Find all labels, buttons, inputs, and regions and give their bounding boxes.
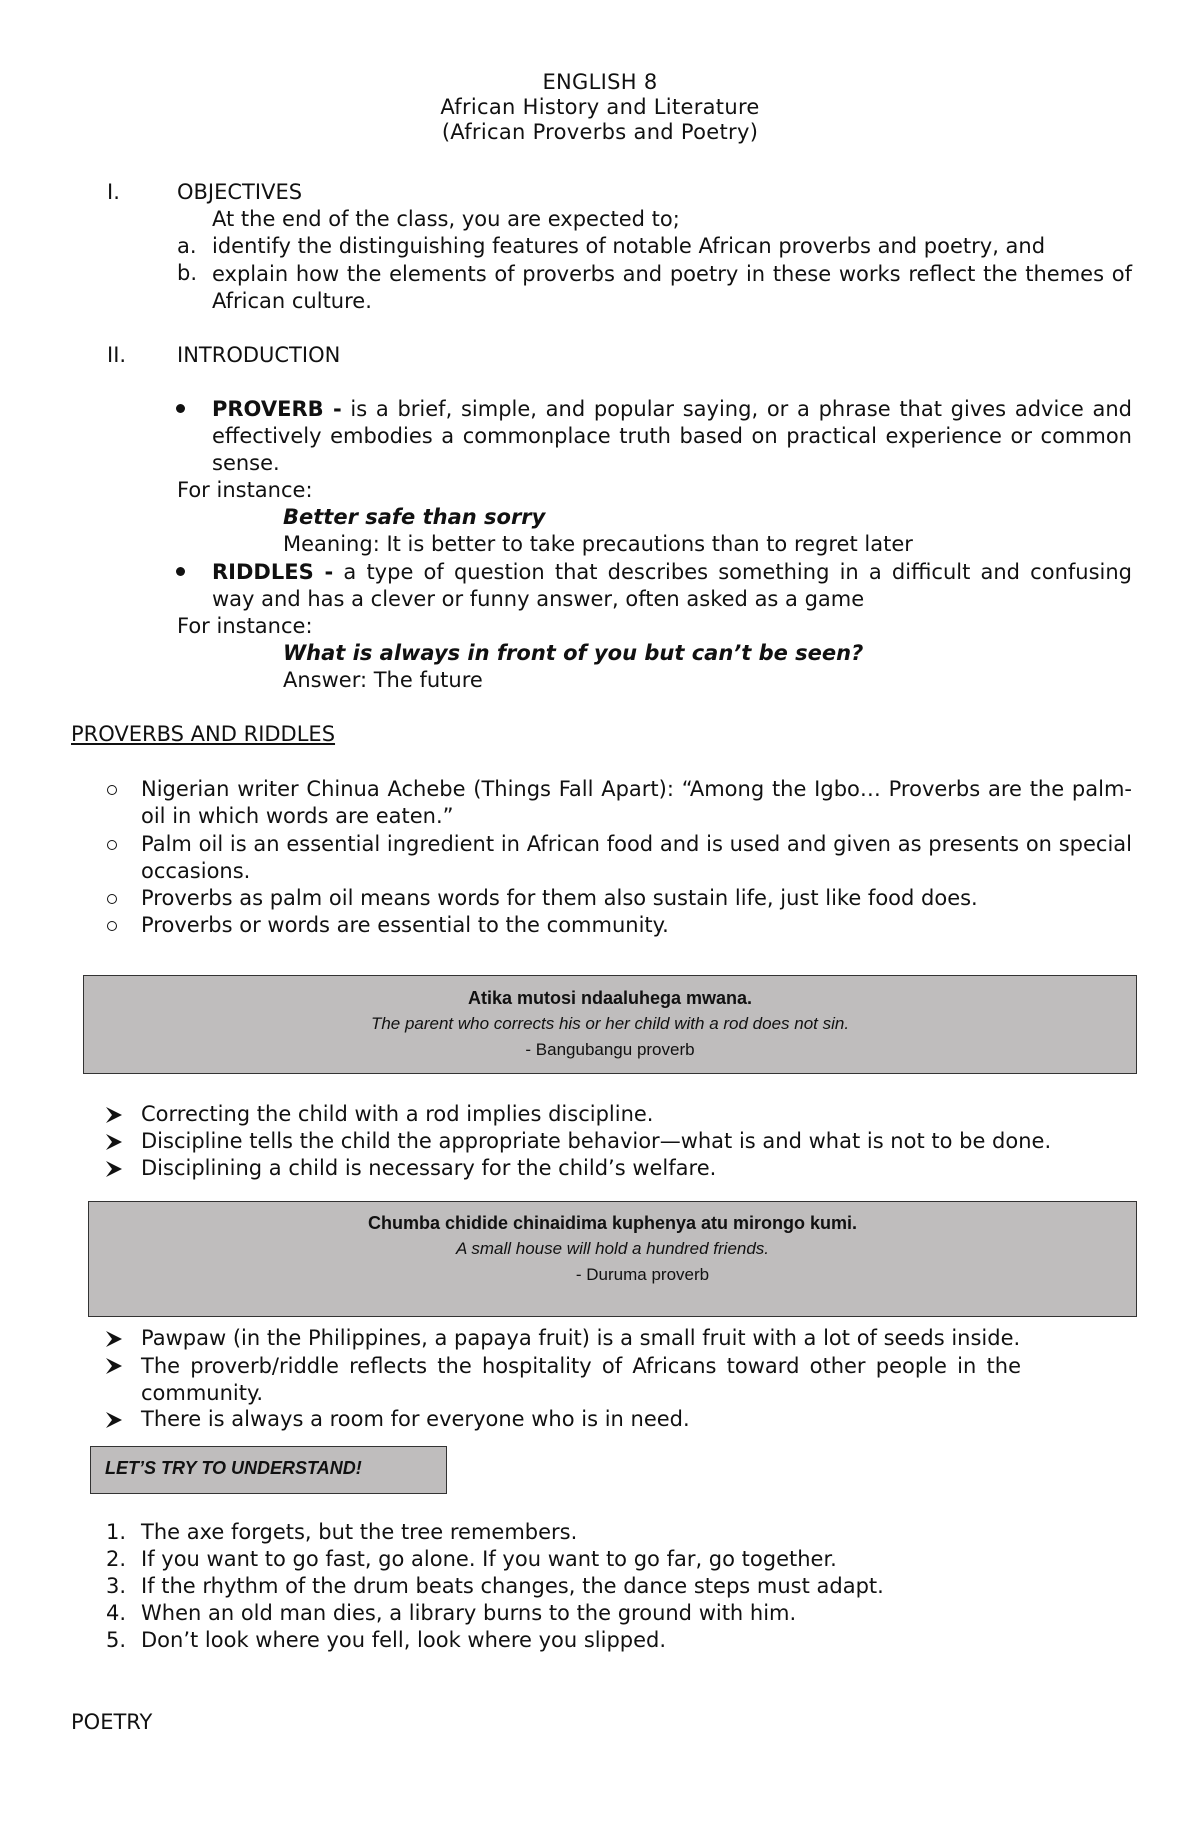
list-number: 5.	[106, 1628, 127, 1652]
bullet-icon	[176, 404, 185, 413]
arrowhead-bullet-icon	[105, 1133, 123, 1151]
objectives-intro: At the end of the class, you are expected to;	[212, 207, 680, 231]
list-item: If the rhythm of the drum beats changes, the dance steps must adapt.	[141, 1574, 884, 1598]
list-item: The proverb/riddle reflects the hospitality of Africans toward other people in the community.	[141, 1354, 1021, 1405]
activity-label-box	[90, 1446, 447, 1494]
list-item: Proverbs or words are essential to the community.	[141, 913, 669, 937]
introduction-numeral: II.	[107, 343, 127, 367]
circle-bullet-icon	[107, 840, 117, 850]
riddle-answer: Answer: The future	[283, 668, 483, 692]
bullet-icon	[176, 567, 185, 576]
list-number: 4.	[106, 1601, 127, 1625]
proverb-source: - Duruma proverb	[575, 1265, 710, 1284]
objectives-heading: OBJECTIVES	[177, 180, 303, 204]
list-item: Don’t look where you fell, look where you slipped.	[141, 1628, 667, 1652]
riddle-def-text: a type of question that describes something in a difficult and confusing way and has a clever or funny answer, often asked as a game	[212, 560, 1133, 611]
list-item: Proverbs as palm oil means words for them also sustain life, just like food does.	[141, 886, 978, 910]
proverb-box	[88, 1201, 1137, 1317]
list-item: Correcting the child with a rod implies discipline.	[141, 1102, 654, 1126]
riddle-definition	[212, 559, 1132, 613]
proverbs-riddles-heading: PROVERBS AND RIDDLES	[71, 722, 336, 746]
poetry-heading: POETRY	[71, 1710, 153, 1734]
circle-bullet-icon	[107, 785, 117, 795]
objective-b-marker: b.	[177, 261, 198, 285]
list-item: When an old man dies, a library burns to the ground with him.	[141, 1601, 797, 1625]
arrowhead-bullet-icon	[105, 1106, 123, 1124]
arrowhead-bullet-icon	[105, 1357, 123, 1375]
riddle-term: RIDDLES -	[212, 560, 334, 584]
introduction-heading: INTRODUCTION	[177, 343, 341, 367]
objective-b-text: explain how the elements of proverbs and poetry in these works reflect the themes of African culture.	[212, 262, 1132, 313]
for-instance-label: For instance:	[177, 478, 313, 502]
for-instance-label: For instance:	[177, 614, 313, 638]
unit-subtitle: (African Proverbs and Poetry)	[441, 120, 759, 144]
list-item: Palm oil is an essential ingredient in African food and is used and given as presents on special occasions.	[141, 832, 1132, 883]
riddle-example: What is always in front of you but can’t be seen?	[283, 641, 864, 665]
proverb-source: - Bangubangu proverb	[525, 1040, 695, 1059]
proverb-definition	[212, 396, 1132, 477]
proverb-def-text: is a brief, simple, and popular saying, or a phrase that gives advice and effectively embodies a commonplace truth based on practical experience or common sense.	[212, 397, 1132, 475]
arrowhead-bullet-icon	[105, 1330, 123, 1348]
objective-a-text: identify the distinguishing features of notable African proverbs and poetry, and	[212, 234, 1046, 258]
proverb-box	[83, 975, 1137, 1074]
course-title: ENGLISH 8	[542, 70, 658, 94]
list-item: Pawpaw (in the Philippines, a papaya fruit) is a small fruit with a lot of seeds inside.	[141, 1326, 1021, 1350]
proverb-original: Chumba chidide chinaidima kuphenya atu mirongo kumi.	[367, 1213, 858, 1233]
objective-a-marker: a.	[177, 234, 197, 258]
arrowhead-bullet-icon	[105, 1160, 123, 1178]
list-number: 1.	[106, 1520, 127, 1544]
objectives-numeral: I.	[107, 180, 120, 204]
proverb-translation: A small house will hold a hundred friends.	[455, 1239, 770, 1258]
list-item: There is always a room for everyone who is in need.	[141, 1407, 690, 1431]
circle-bullet-icon	[107, 921, 117, 931]
arrowhead-bullet-icon	[105, 1411, 123, 1429]
list-item: The axe forgets, but the tree remembers.	[141, 1520, 578, 1544]
list-number: 3.	[106, 1574, 127, 1598]
proverb-term: PROVERB -	[212, 397, 342, 421]
proverb-original: Atika mutosi ndaaluhega mwana.	[467, 988, 753, 1008]
list-item: Nigerian writer Chinua Achebe (Things Fall Apart): “Among the Igbo… Proverbs are the palm-oil in which words are eaten.”	[141, 777, 1132, 828]
proverb-translation: The parent who corrects his or her child with a rod does not sin.	[370, 1014, 850, 1033]
proverb-meaning: Meaning: It is better to take precautions than to regret later	[283, 532, 913, 556]
unit-title: African History and Literature	[440, 95, 760, 119]
list-item: Discipline tells the child the appropriate behavior—what is and what is not to be done.	[141, 1129, 1052, 1153]
circle-bullet-icon	[107, 894, 117, 904]
proverb-example: Better safe than sorry	[283, 505, 546, 529]
list-item: Disciplining a child is necessary for the child’s welfare.	[141, 1156, 717, 1180]
list-item: If you want to go fast, go alone. If you want to go far, go together.	[141, 1547, 837, 1571]
list-number: 2.	[106, 1547, 127, 1571]
activity-label: LET’S TRY TO UNDERSTAND!	[105, 1458, 362, 1478]
